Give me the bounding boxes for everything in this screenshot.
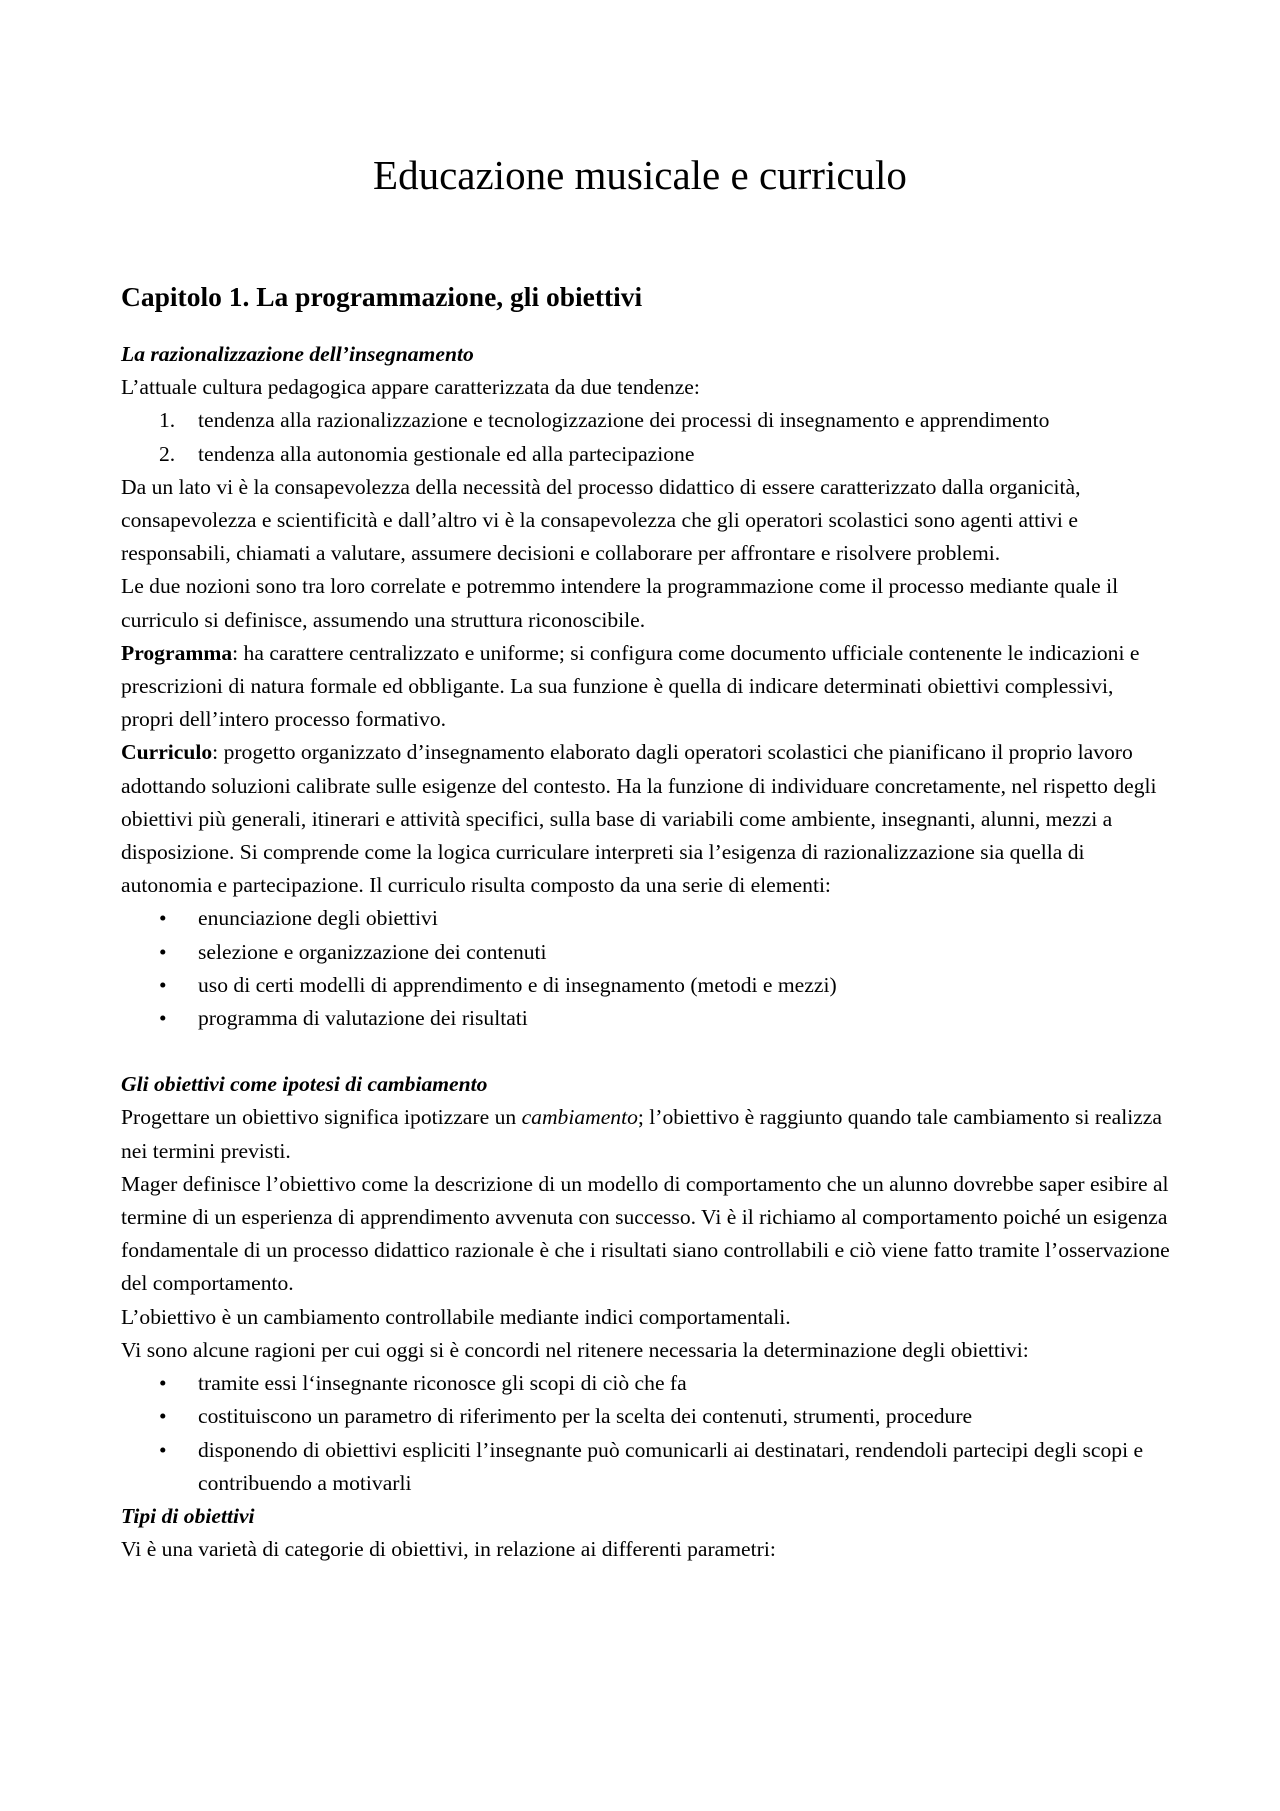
numbered-list xyxy=(121,404,1171,470)
bullet-marker: • xyxy=(159,1006,167,1031)
definition-programma xyxy=(121,637,1171,737)
definition-text: : progetto organizzato d’insegnamento elaborato dagli operatori scolastici che pianificano il proprio lavoro adottando soluzioni calibrate sulle esigenze del contesto. Ha la funzione di individuare concretamente, nel rispetto degli obiettivi più generali, itinerari e attività specifici, sulla base di variabili come ambiente, insegnanti, alunni, mezzi a disposizione. Si comprende come la logica curriculare interpreti sia l’esigenza di razionalizzazione sia quella di autonomia e partecipazione. Il curriculo risulta composto da una serie di elementi: xyxy=(121,740,1157,898)
paragraph: L’attuale cultura pedagogica appare caratterizzata da due tendenze: xyxy=(121,375,700,400)
definition-text: : ha carattere centralizzato e uniforme; si configura come documento ufficiale contenente le indicazioni e prescrizioni di natura formale ed obbligante. La sua funzione è quella di indicare determinati obiettivi complessivi, propri dell’intero processo formativo. xyxy=(121,640,1140,732)
list-item-text: enunciazione degli obiettivi xyxy=(198,906,438,931)
term-curriculo: Curriculo xyxy=(121,740,213,765)
bullet-marker: • xyxy=(159,1404,167,1429)
section-heading: Tipi di obiettivi xyxy=(121,1503,255,1528)
paragraph-text: Progettare un obiettivo significa ipotizzare un xyxy=(121,1105,522,1130)
paragraph: Le due nozioni sono tra loro correlate e potremmo intendere la programmazione come il processo mediante quale il curriculo si definisce, assumendo una struttura riconoscibile. xyxy=(121,574,1119,632)
document-page xyxy=(121,150,1171,1562)
list-item xyxy=(121,936,1171,969)
list-item-text: selezione e organizzazione dei contenuti xyxy=(198,939,547,964)
paragraph: Vi è una varietà di categorie di obiettivi, in relazione ai differenti parametri: xyxy=(121,1537,776,1562)
list-marker: 1. xyxy=(159,408,176,433)
emphasis: cambiamento xyxy=(521,1105,638,1130)
bullet-list xyxy=(121,902,1171,1035)
list-item-text: tendenza alla autonomia gestionale ed alla partecipazione xyxy=(198,441,695,466)
paragraph: Da un lato vi è la consapevolezza della necessità del processo didattico di essere caratterizzato dalla organicità, consapevolezza e scientificità e dall’altro vi è la consapevolezza che gli operatori scolastici sono agenti attivi e responsabili, chiamati a valutare, assumere decisioni e collaborare per affrontare e risolvere problemi. xyxy=(121,474,1081,566)
list-item xyxy=(121,902,1171,935)
page-title: Educazione musicale e curriculo xyxy=(373,152,907,198)
chapter-heading: Capitolo 1. La programmazione, gli obiettivi xyxy=(121,281,643,312)
section-heading: La razionalizzazione dell’insegnamento xyxy=(121,342,474,366)
list-item xyxy=(121,1434,1171,1500)
paragraph: L’obiettivo è un cambiamento controllabile mediante indici comportamentali. xyxy=(121,1304,791,1329)
list-item-text: costituiscono un parametro di riferimento per la scelta dei contenuti, strumenti, procedure xyxy=(198,1404,973,1429)
paragraph: Mager definisce l’obiettivo come la descrizione di un modello di comportamento che un alunno dovrebbe saper esibire al termine di un esperienza di apprendimento avvenuta con successo. Vi è il richiamo al comportamento poiché un esigenza fondamentale di un processo didattico razionale è che i risultati siano controllabili e ciò viene fatto tramite l’osservazione del comportamento. xyxy=(121,1171,1170,1296)
spacer xyxy=(121,1035,1171,1068)
paragraph-text: ; l’obiettivo è raggiunto quando tale cambiamento si realizza nei termini previsti. xyxy=(121,1105,1162,1163)
bullet-marker: • xyxy=(159,972,167,997)
list-item xyxy=(121,1400,1171,1433)
paragraph xyxy=(121,1101,1171,1167)
list-item-text: programma di valutazione dei risultati xyxy=(198,1006,528,1031)
list-item xyxy=(121,404,1171,437)
bullet-marker: • xyxy=(159,906,167,931)
definition-curriculo xyxy=(121,736,1171,902)
list-item xyxy=(121,1002,1171,1035)
list-item-text: tramite essi l‘insegnante riconosce gli scopi di ciò che fa xyxy=(198,1371,687,1396)
section-heading: Gli obiettivi come ipotesi di cambiamento xyxy=(121,1072,488,1097)
bullet-marker: • xyxy=(159,1371,167,1396)
list-item xyxy=(121,969,1171,1002)
bullet-list xyxy=(121,1367,1171,1500)
term-programma: Programma xyxy=(121,640,233,665)
list-item xyxy=(121,1367,1171,1400)
list-item-text: uso di certi modelli di apprendimento e di insegnamento (metodi e mezzi) xyxy=(198,972,837,997)
list-marker: 2. xyxy=(159,441,176,466)
list-item-text: disponendo di obiettivi espliciti l’insegnante può comunicarli ai destinatari, rendendoli partecipi degli scopi e contribuendo a motivarli xyxy=(198,1437,1144,1495)
bullet-marker: • xyxy=(159,939,167,964)
paragraph: Vi sono alcune ragioni per cui oggi si è concordi nel ritenere necessaria la determinazione degli obiettivi: xyxy=(121,1337,1029,1362)
list-item xyxy=(121,438,1171,471)
list-item-text: tendenza alla razionalizzazione e tecnologizzazione dei processi di insegnamento e apprendimento xyxy=(198,408,1050,433)
bullet-marker: • xyxy=(159,1437,167,1462)
document-body xyxy=(121,338,1171,1566)
